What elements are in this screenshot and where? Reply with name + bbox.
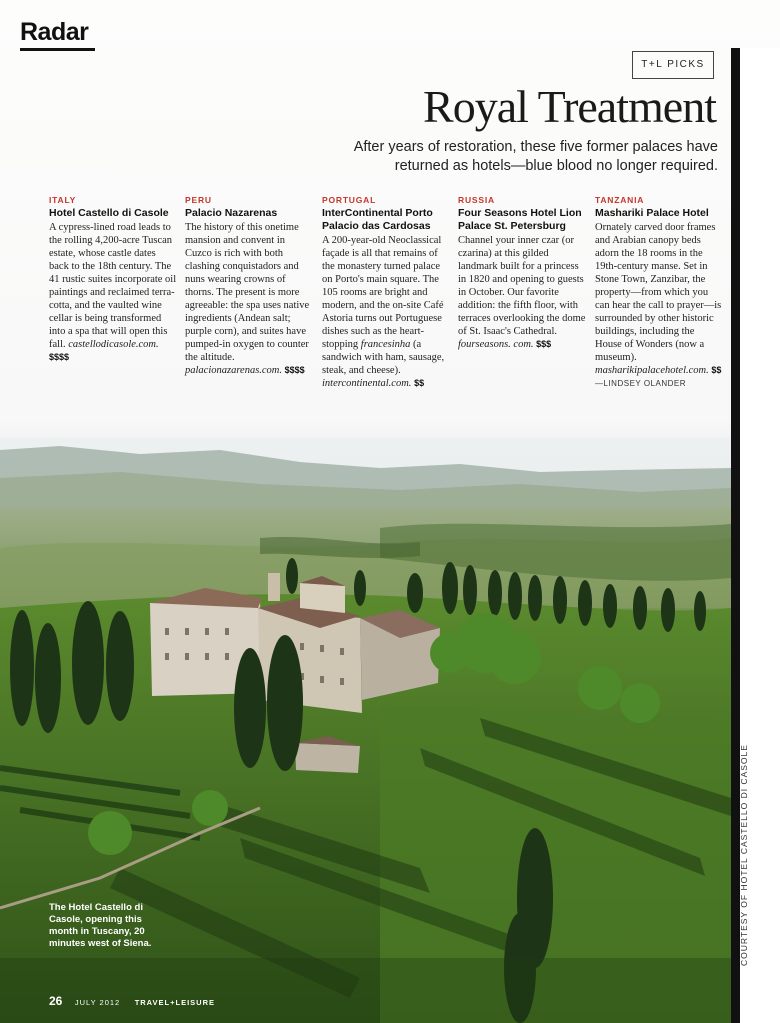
price-rating: $$$$: [49, 352, 70, 362]
body-text: Ornately carved door frames and Arabian canopy beds adorn the 18 rooms in the 19th-century manse. Set in Stone Town, Zanzibar, the property—from which you can hear the call to prayer—is surrounded by other historic buildings, including the House of Wonders (now a museum).: [595, 222, 722, 363]
article-body: [185, 221, 313, 377]
magazine-name: TRAVEL+LEISURE: [134, 998, 216, 1007]
country-label: RUSSIA: [458, 195, 495, 205]
body-text-continued: (a sandwich with ham, sausage, steak, and cheese).: [322, 339, 445, 376]
price-rating: $$$: [536, 339, 552, 349]
price-rating: $$$$: [284, 365, 305, 375]
hotel-website: castellodicasole.com.: [68, 339, 159, 350]
hotel-name: Mashariki Palace Hotel: [595, 207, 709, 219]
hotel-name: Palacio Nazarenas: [185, 207, 278, 219]
article-tanzania: [595, 195, 723, 390]
hotel-name: Four Seasons Hotel Lion Palace St. Petersburg: [458, 207, 582, 232]
hotel-website: fourseasons. com.: [458, 339, 534, 350]
article-body: [49, 221, 177, 364]
article-peru: [185, 195, 313, 377]
body-text: The history of this onetime mansion and convent in Cuzco is rich with both clashing conquistadors and nuns wearing crowns of thorns. The present is more agreeable: the spa uses native ingredients (Andean salt; purple corn), and suites have pumped-in oxygen to counter the altitude.: [185, 222, 310, 363]
hotel-website: masharikipalacehotel.com.: [595, 365, 709, 376]
dish-name: francesinha: [360, 339, 411, 350]
page-number: 26: [49, 994, 63, 1008]
country-label: ITALY: [49, 195, 77, 205]
issue-date: JULY 2012: [74, 998, 121, 1007]
photo-credit: COURTESY OF HOTEL CASTELLO DI CASOLE: [739, 744, 749, 966]
page-footer: [49, 992, 215, 1010]
country-label: PERU: [185, 195, 212, 205]
country-label: PORTUGAL: [322, 195, 377, 205]
article-russia: [458, 195, 586, 351]
hotel-website: intercontinental.com.: [322, 378, 412, 389]
section-rule: [20, 48, 95, 51]
picks-label: T+L PICKS: [632, 51, 714, 79]
hotel-name: InterContinental Porto Palacio das Cardosas: [322, 207, 433, 232]
body-text: A cypress-lined road leads to the rolling 4,200-acre Tuscan estate, whose castle dates back to the 18th century. The 41 rustic suites incorporate oil paintings and reclaimed terra-cotta, and the vaulted wine cellar is being transformed into a spa that will open this fall.: [49, 222, 177, 350]
article-body: [322, 234, 450, 390]
hotel-website: palacionazarenas.com.: [185, 365, 283, 376]
price-rating: $$: [711, 365, 722, 375]
section-tag: Radar: [20, 18, 89, 46]
country-label: TANZANIA: [595, 195, 645, 205]
hotel-name: Hotel Castello di Casole: [49, 207, 169, 219]
price-rating: $$: [414, 378, 425, 388]
body-text: Channel your inner czar (or czarina) at this gilded landmark built for a princess in 1820 and opening to guests in October. Our favorite addition: the fifth floor, with terraces overlooking the dome of St. Isaac's Cathedral.: [458, 235, 586, 337]
article-body: [595, 221, 723, 390]
photo-caption: The Hotel Castello di Casole, opening this month in Tuscany, 20 minutes west of Siena.: [49, 902, 152, 949]
body-text: A 200-year-old Neoclassical façade is all that remains of the monastery turned palace on Porto's main square. The 105 rooms are bright and modern, and the on-site Café Astoria turns out Portuguese dishes such as the heart-stopping: [322, 235, 444, 350]
byline: —LINDSEY OLANDER: [595, 379, 686, 388]
article-portugal: [322, 195, 450, 390]
headline: Royal Treatment: [423, 81, 716, 132]
article-body: [458, 234, 586, 351]
article-italy: [49, 195, 177, 364]
dek: After years of restoration, these five former palaces have returned as hotels—blue blood no longer required.: [353, 139, 718, 174]
